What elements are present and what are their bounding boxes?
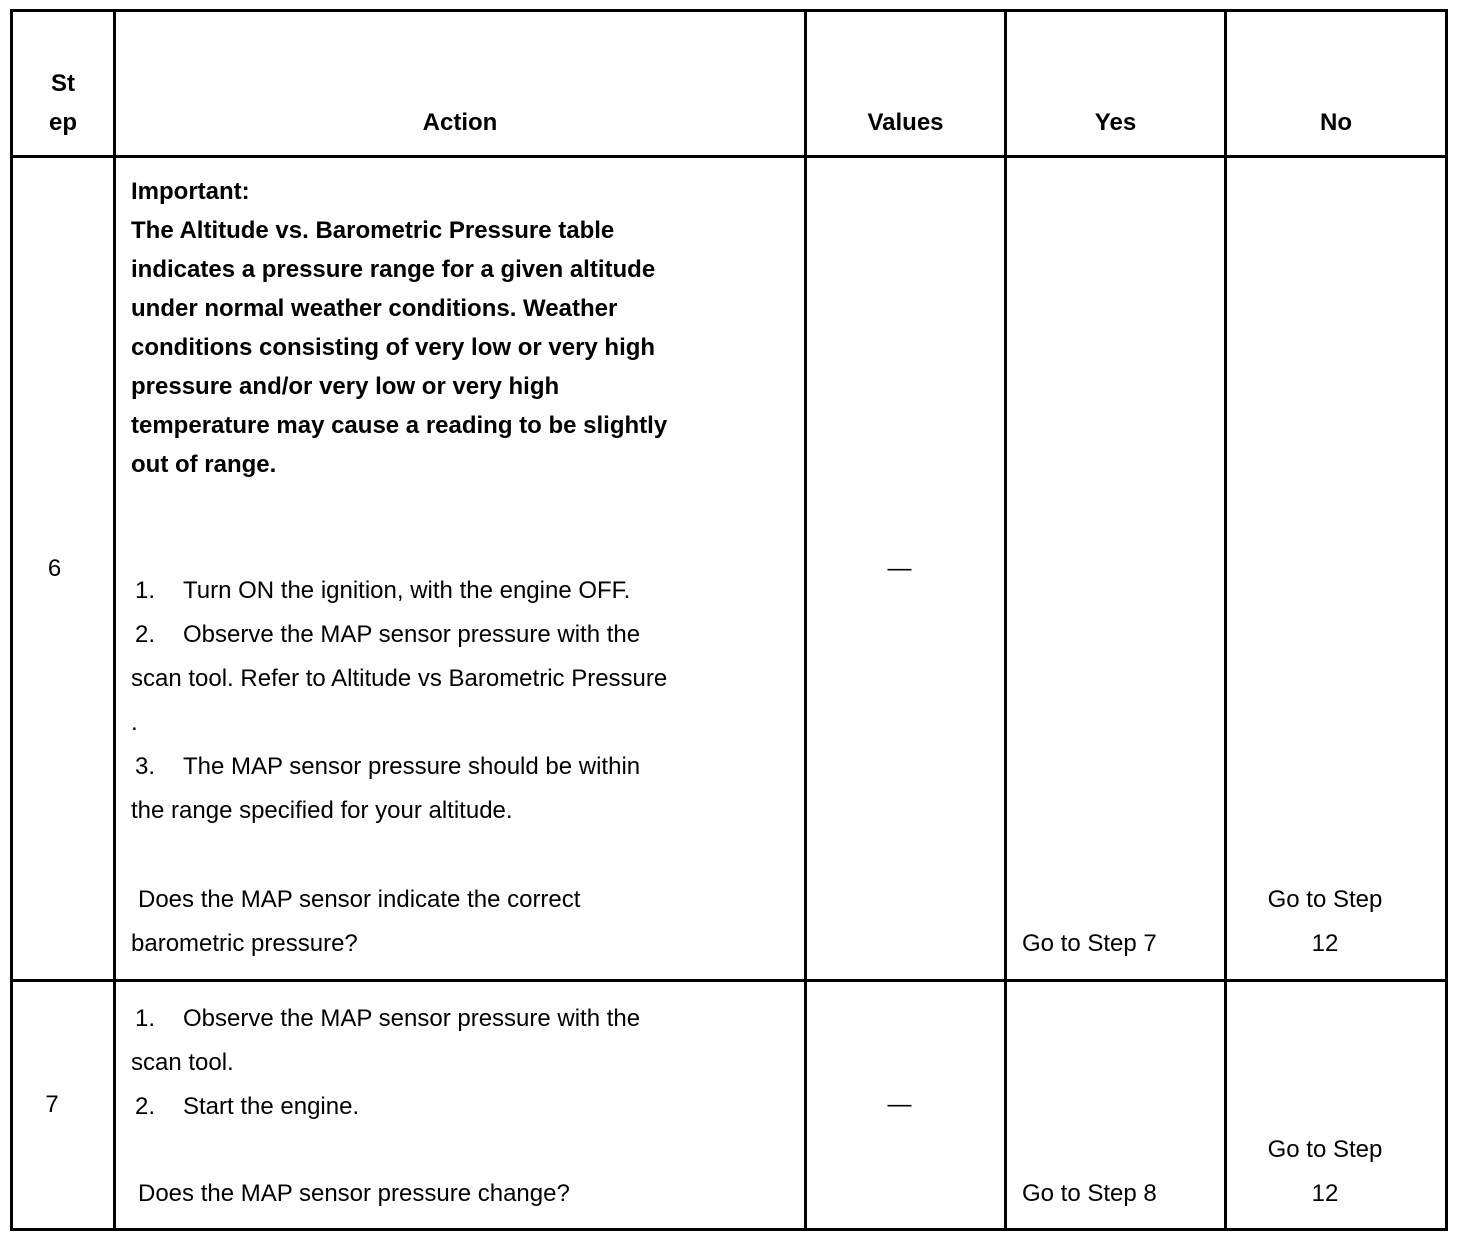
column-divider xyxy=(1224,9,1227,1231)
no-cell xyxy=(1227,1128,1423,1216)
column-divider xyxy=(1004,9,1007,1231)
list-item xyxy=(131,745,667,789)
question xyxy=(131,1172,570,1216)
question-line: Does the MAP sensor pressure change? xyxy=(138,1180,570,1207)
no-line: 12 xyxy=(1311,930,1339,957)
header-step-line-2: ep xyxy=(48,109,77,136)
list-number: 3. xyxy=(135,753,156,780)
important-line: indicates a pressure range for a given altitude xyxy=(131,256,656,283)
header-no: No xyxy=(1320,109,1352,136)
yes-cell: Go to Step 8 xyxy=(1022,1180,1157,1207)
list-text: Turn ON the ignition, with the engine OFF. xyxy=(183,577,631,604)
important-line: conditions consisting of very low or very high xyxy=(131,334,656,361)
important-line: pressure and/or very low or very high xyxy=(131,373,560,400)
important-note xyxy=(131,172,667,484)
list-text-continued: . xyxy=(131,709,138,736)
list-number: 1. xyxy=(135,1005,156,1032)
step-number: 7 xyxy=(45,1091,59,1118)
list-number: 2. xyxy=(135,1093,156,1120)
list-item xyxy=(131,997,640,1041)
table-border-left xyxy=(10,9,13,1231)
important-line: out of range. xyxy=(131,451,277,478)
list-text: Observe the MAP sensor pressure with the xyxy=(183,1005,641,1032)
list-text-continued: scan tool. xyxy=(131,1049,234,1076)
important-line: The Altitude vs. Barometric Pressure table xyxy=(131,217,615,244)
no-cell xyxy=(1227,878,1423,966)
table-border-bottom xyxy=(10,1228,1448,1231)
important-label: Important: xyxy=(131,178,250,205)
header-divider xyxy=(10,155,1448,158)
step-number: 6 xyxy=(47,555,62,582)
procedure-steps xyxy=(131,997,640,1129)
row-divider xyxy=(10,979,1448,982)
header-action: Action xyxy=(422,109,498,136)
header-step xyxy=(13,64,113,142)
question xyxy=(131,878,580,966)
value-cell: — xyxy=(887,555,912,582)
no-line: 12 xyxy=(1311,1180,1339,1207)
list-item xyxy=(131,613,667,657)
table-border-right xyxy=(1445,9,1448,1231)
list-text: The MAP sensor pressure should be within xyxy=(183,753,641,780)
question-line: barometric pressure? xyxy=(131,930,358,957)
important-line: temperature may cause a reading to be slightly xyxy=(131,412,668,439)
list-text: Start the engine. xyxy=(183,1093,360,1120)
value-cell: — xyxy=(887,1091,912,1118)
no-line: Go to Step xyxy=(1267,1136,1383,1163)
list-text-continued: scan tool. Refer to Altitude vs Barometric Pressure xyxy=(131,665,668,692)
no-line: Go to Step xyxy=(1267,886,1383,913)
column-divider xyxy=(113,9,116,1231)
procedure-steps xyxy=(131,569,667,833)
list-number: 2. xyxy=(135,621,156,648)
header-yes: Yes xyxy=(1094,109,1137,136)
question-line: Does the MAP sensor indicate the correct xyxy=(138,886,581,913)
list-item xyxy=(131,569,667,613)
important-line: under normal weather conditions. Weather xyxy=(131,295,618,322)
header-step-line-1: St xyxy=(51,70,75,97)
yes-cell: Go to Step 7 xyxy=(1022,930,1157,957)
list-text-continued: the range specified for your altitude. xyxy=(131,797,513,824)
table-border-top xyxy=(10,9,1448,12)
column-divider xyxy=(804,9,807,1231)
list-number: 1. xyxy=(135,577,156,604)
list-item xyxy=(131,1085,640,1129)
list-text: Observe the MAP sensor pressure with the xyxy=(183,621,641,648)
header-values: Values xyxy=(867,109,944,136)
